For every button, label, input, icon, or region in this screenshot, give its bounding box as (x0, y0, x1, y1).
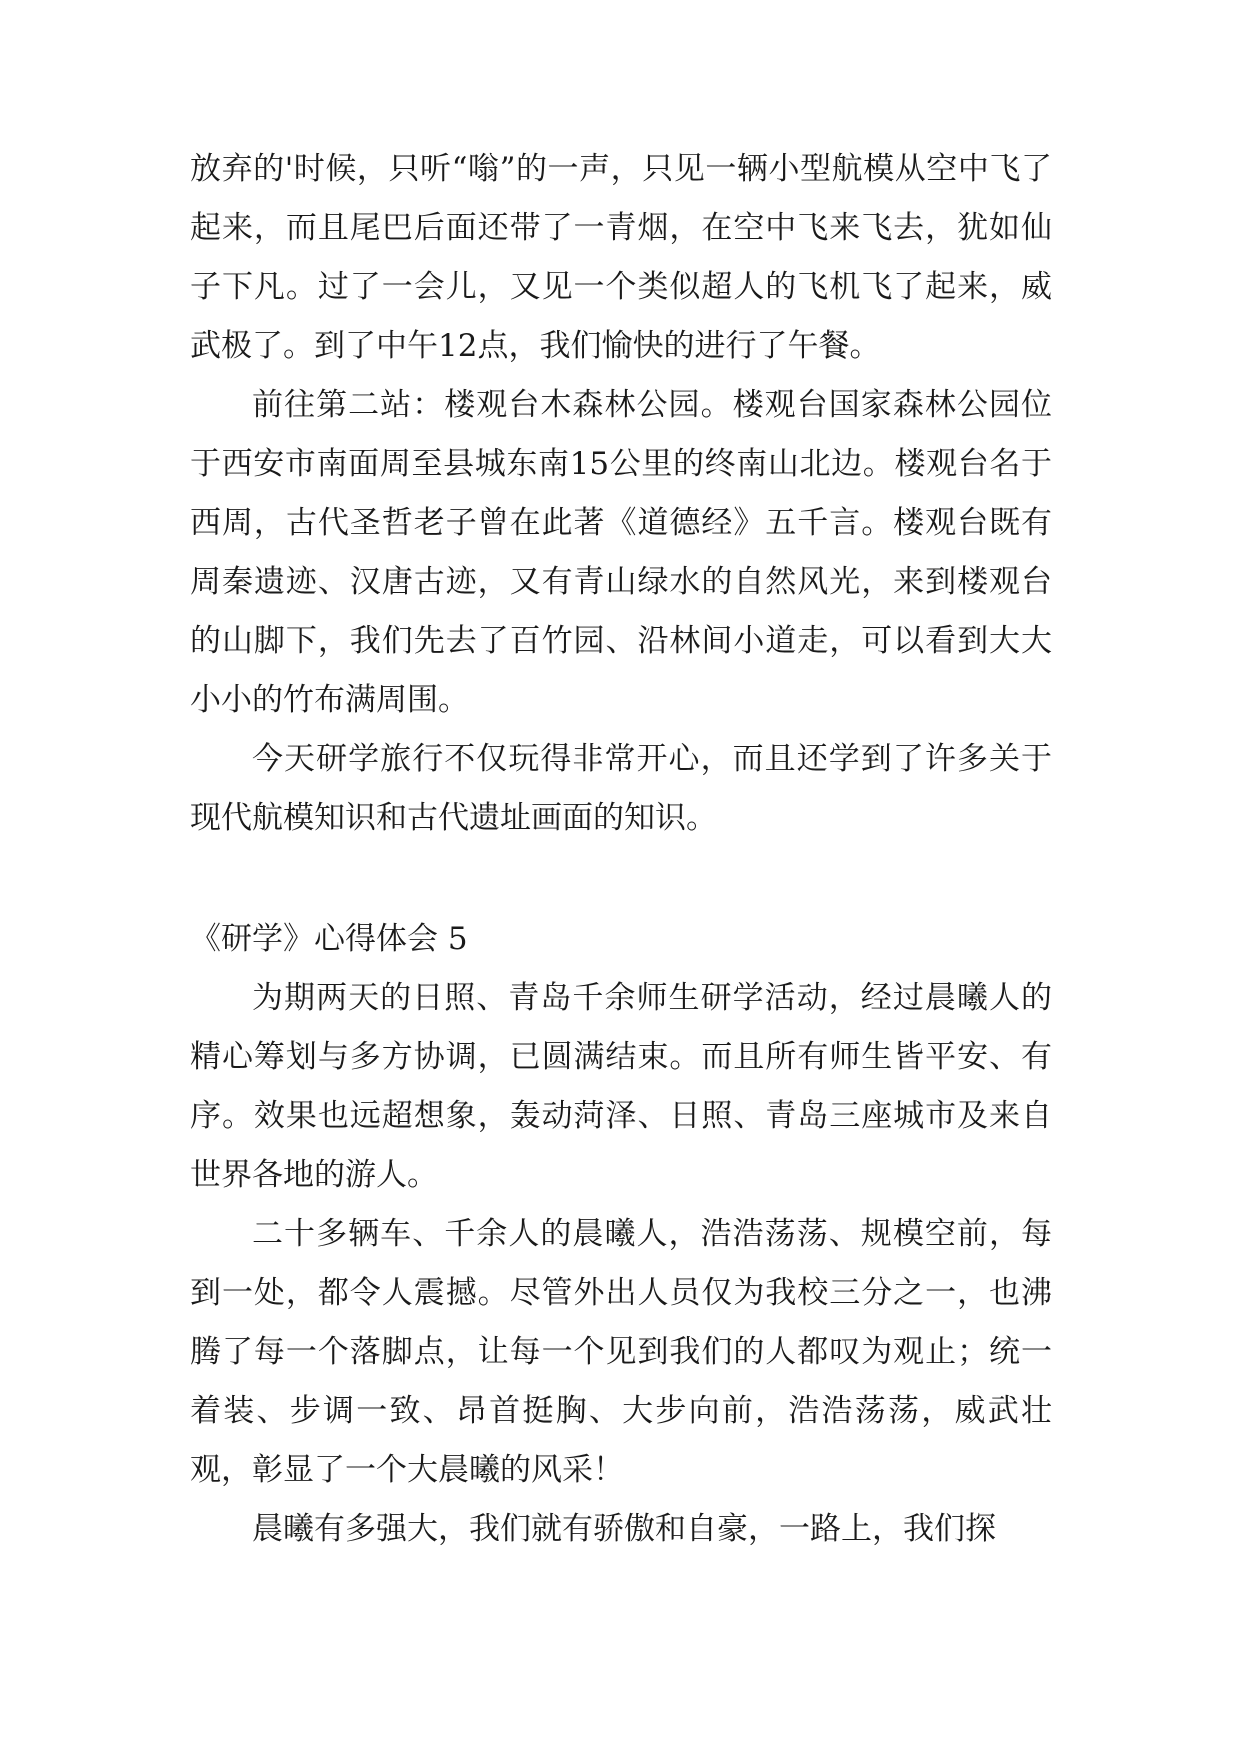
paragraph-intro: 为期两天的日照、青岛千余师生研学活动，经过晨曦人的精心筹划与多方协调，已圆满结束。而且所有师生皆平安、有序。效果也远超想象，轰动菏泽、日照、青岛三座城市及来自世界各地的游人。 (190, 980, 1052, 1193)
section-heading: 《研学》心得体会 5 (190, 921, 468, 957)
paragraph-pride: 晨曦有多强大，我们就有骄傲和自豪，一路上，我们探 (252, 1511, 996, 1547)
paragraph-scale: 二十多辆车、千余人的晨曦人，浩浩荡荡、规模空前，每到一处，都令人震撼。尽管外出人员仅为我校三分之一，也沸腾了每一个落脚点，让每一个见到我们的人都叹为观止；统一着装、步调一致、昂首挺胸、大步向前，浩浩荡荡，威武壮观，彰显了一个大晨曦的风采！ (190, 1216, 1052, 1488)
text-block-lower (190, 910, 1052, 1559)
paragraph-second-stop: 前往第二站：楼观台木森林公园。楼观台国家森林公园位于西安市南面周至县城东南15公里的终南山北边。楼观台名于西周，古代圣哲老子曾在此著《道德经》五千言。楼观台既有周秦遗迹、汉唐古迹，又有青山绿水的自然风光，来到楼观台的山脚下，我们先去了百竹园、沿林间小道走，可以看到大大小小的竹布满周围。 (190, 387, 1052, 718)
text-block-upper (190, 140, 1052, 848)
paragraph-summary: 今天研学旅行不仅玩得非常开心，而且还学到了许多关于现代航模知识和古代遗址画面的知识。 (190, 741, 1052, 836)
paragraph-continuation: 放弃的'时候，只听“嗡”的一声，只见一辆小型航模从空中飞了起来，而且尾巴后面还带了一青烟，在空中飞来飞去，犹如仙子下凡。过了一会儿，又见一个类似超人的飞机飞了起来，威武极了。到了中午12点，我们愉快的进行了午餐。 (190, 151, 1052, 364)
